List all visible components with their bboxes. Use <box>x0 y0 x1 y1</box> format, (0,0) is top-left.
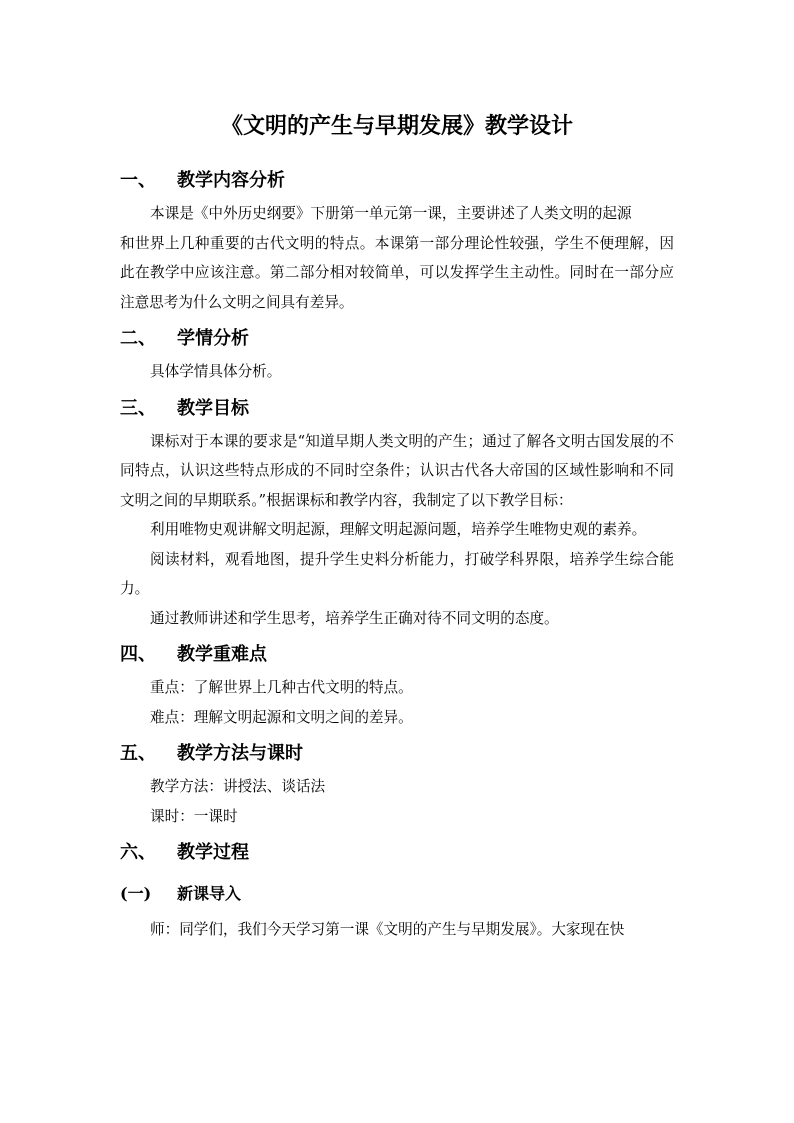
spacer <box>120 141 674 163</box>
paragraph-goal-attitude: 通过教师讲述和学生思考，培养学生正确对待不同文明的态度。 <box>150 609 559 627</box>
text-line: 影响和不同文明之间的早期联系。”根据课标和教学内容，我制定了以下教学目 <box>120 462 674 509</box>
section-number: 三、 <box>120 397 156 419</box>
paragraph-curriculum-requirement <box>120 427 674 516</box>
text-line: 部分应注意思考为什么文明之间具有差异。 <box>120 264 674 311</box>
paragraph-difficult-point: 难点：理解文明起源和文明之间的差异。 <box>150 708 413 726</box>
text-line: 合能力。 <box>120 550 674 597</box>
subsection-heading-introduction <box>120 877 674 911</box>
section-heading-methods <box>120 736 674 772</box>
section-number: 六、 <box>120 842 156 863</box>
paragraph-teaching-method: 教学方法：讲授法、谈话法 <box>150 778 326 795</box>
section-heading-content-analysis <box>120 163 674 199</box>
subsection-title: 新课导入 <box>177 884 242 903</box>
section-number: 一、 <box>120 170 156 191</box>
document-title: 《文明的产生与早期发展》教学设计 <box>220 113 573 139</box>
paragraph-goal-materialism: 利用唯物史观讲解文明起源，理解文明起源问题，培养学生唯物史观的素养。 <box>150 521 647 538</box>
text-line: 和世界上几种重要的古代文明的特点。本课第一部分理论性较强，学生不便理解， <box>120 234 660 252</box>
section-heading-student-analysis <box>120 321 674 357</box>
section-heading-key-points <box>120 637 674 673</box>
subsection-number: (一) <box>120 884 152 903</box>
section-title: 学情分析 <box>177 328 249 349</box>
section-title: 教学重难点 <box>177 644 267 665</box>
text-line: 阅读材料，观看地图，提升学生史料分析能力，打破学科界限，培养学生综 <box>150 550 645 568</box>
paragraph-teacher-intro: 师：同学们，我们今天学习第一课《文明的产生与早期发展》。大家现在快 <box>150 921 625 938</box>
section-heading-teaching-goals <box>120 391 674 427</box>
section-title: 教学过程 <box>177 842 249 863</box>
paragraph-class-hours: 课时：一课时 <box>150 807 238 825</box>
section-heading-teaching-process <box>120 835 674 871</box>
section-number: 二、 <box>120 328 156 349</box>
text-line: 展的不同特点，认识这些特点形成的不同时空条件；认识古代各大帝国的区域性 <box>120 432 674 479</box>
paragraph-student-analysis: 具体学情具体分析。 <box>150 363 282 380</box>
paragraph-goal-reading <box>120 545 674 604</box>
section-number: 五、 <box>120 743 156 764</box>
paragraph-content-analysis <box>120 199 674 317</box>
section-title: 教学内容分析 <box>177 170 285 191</box>
text-line: 课标对于本课的要求是“知道早期人类文明的产生；通过了解各文明古国发 <box>150 432 630 450</box>
paragraph-key-point: 重点：了解世界上几种古代文明的特点。 <box>150 679 413 696</box>
text-line: 标： <box>543 491 573 509</box>
section-number: 四、 <box>120 644 156 665</box>
section-title: 教学方法与课时 <box>177 743 303 764</box>
section-title: 教学目标 <box>177 397 249 419</box>
text-line: 因此在教学中应该注意。第二部分相对较简单，可以发挥学生主动性。同时在一 <box>120 234 674 281</box>
text-line: 本课是《中外历史纲要》下册第一单元第一课，主要讲述了人类文明的起源 <box>150 205 632 222</box>
